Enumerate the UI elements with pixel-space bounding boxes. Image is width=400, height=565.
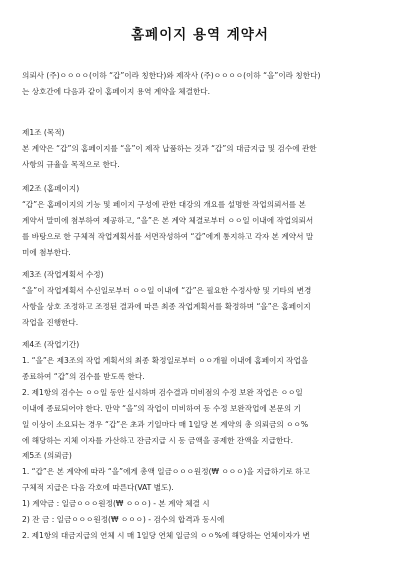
article-line: 2. 제1항의 검수는 ㅇㅇ일 동안 실시하며 검수결과 미비점의 수정 보완 작업은 ㅇㅇ일 [22,388,303,397]
article-line: 1) 계약금 : 일금ㅇㅇㅇ원정(₩ ㅇㅇㅇ) - 본 계약 체결 시 [22,499,210,508]
article-line: 종료하여 “갑”의 검수를 받도록 한다. [22,372,145,381]
article-line: 를 바탕으로 한 구체적 작업계획서를 서면작성하여 “갑”에게 통지하고 각자 본 계약서 말 [22,232,314,241]
preamble [22,68,378,100]
article-line: 에 해당하는 지체 이자를 가산하고 잔금지급 시 동 금액을 공제한 잔액을 지급한다. [22,436,294,445]
article-line: “갑”은 홈페이지의 기능 및 페이지 구성에 관한 대강의 개요를 설명한 작업의뢰서를 본 [22,200,306,209]
article-heading: 제5조 (의뢰금) [22,451,72,460]
article-line: 계약서 말미에 첨부하여 제공하고, “을”은 본 계약 체결로부터 ㅇㅇ일 이내에 작업의뢰서 [22,216,314,225]
article-line: 일 이상이 소요되는 경우 “갑”은 초과 기일마다 매 1일당 본 계약의 총 의뢰금의 ㅇㅇ% [22,420,309,429]
article-1 [22,125,378,173]
article-heading: 제3조 (작업계획서 수정) [22,270,104,279]
article-heading: 제1조 (목적) [22,128,65,137]
article-line: 미에 첨부한다. [22,248,71,257]
article-line: 이내에 종료되어야 한다. 만약 “을”의 작업이 미비하여 동 수정 보완작업에 본문의 기 [22,404,301,413]
preamble-line: 는 상호간에 다음과 같이 홈페이지 용역 계약을 체결한다. [22,87,211,96]
document-title: 홈페이지 용역 계약서 [131,27,269,43]
article-line: 구체적 지급은 다음 각호에 따른다(VAT 별도). [22,483,174,492]
article-line: 작업을 진행한다. [22,318,79,327]
article-5 [22,448,378,544]
article-line: 본 계약은 “갑”의 홈페이지를 “을”이 제작 납품하는 것과 “갑”의 대금지급 및 검수에 관한 [22,144,317,153]
article-2 [22,181,378,261]
article-line: 2) 잔 금 : 일금ㅇㅇㅇ원정(₩ ㅇㅇㅇ) - 검수의 합격과 동시에 [22,515,225,524]
article-line: 사항을 상호 조정하고 조정된 결과에 따른 최종 작업계획서를 확정하며 “을”은 홈페이지 [22,302,311,311]
article-4 [22,337,378,449]
article-line: 사항의 규율을 목적으로 한다. [22,160,120,169]
article-line: 1. “을”은 제3조의 작업 계획서의 최종 확정일로부터 ㅇㅇ개월 이내에 홈페이지 작업을 [22,356,309,365]
article-heading: 제2조 (홈페이지) [22,184,80,193]
article-line: 2. 제1항의 대금지급의 연체 시 매 1일당 연체 일금의 ㅇㅇ%에 해당하는 연체이자가 변 [22,531,310,540]
article-line: 1. “갑”은 본 계약에 따라 “을”에게 총액 일금ㅇㅇㅇ원정(₩ ㅇㅇㅇ)을 지급하기로 하고 [22,467,310,476]
article-line: “을”이 작업계획서 수신일로부터 ㅇㅇ일 이내에 “갑”은 필요한 수정사항 및 기타의 변경 [22,286,312,295]
article-heading: 제4조 (작업기간) [22,340,80,349]
article-3 [22,267,378,331]
preamble-line: 의뢰사 (주)ㅇㅇㅇㅇ(이하 “갑”이라 칭한다)와 제작사 (주)ㅇㅇㅇㅇ(이하 “을”이라 칭한다) [22,71,321,80]
